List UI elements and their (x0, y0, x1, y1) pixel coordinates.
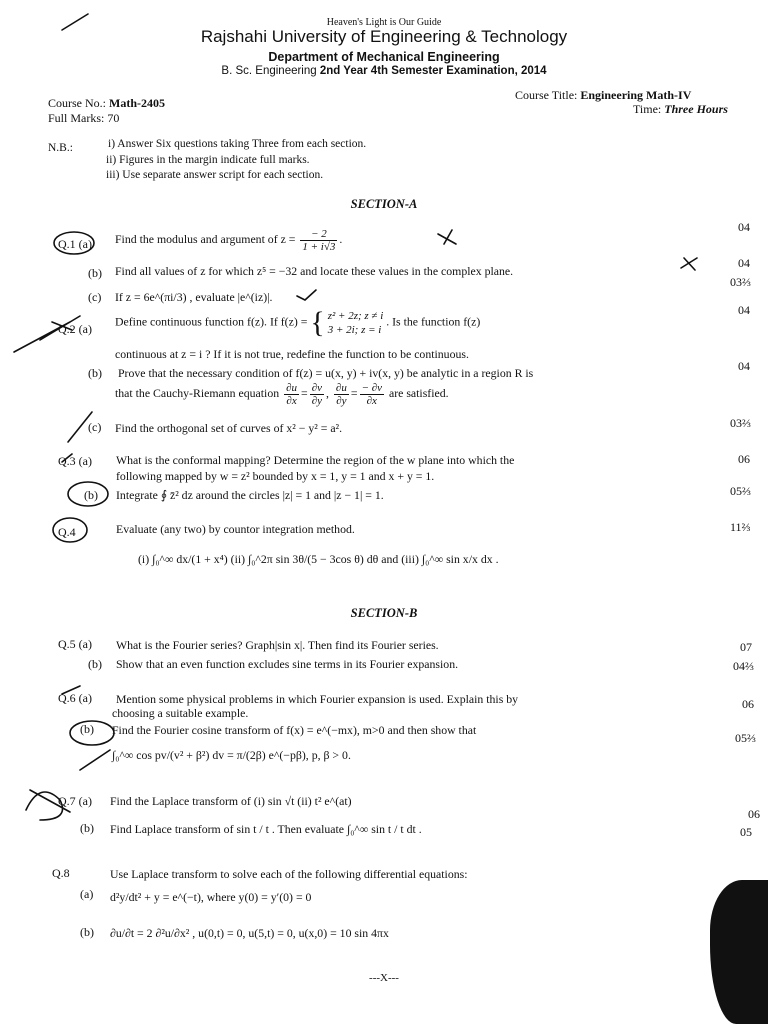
q8a-text: d²y/dt² + y = e^(−t), where y(0) = y′(0) = 0 (110, 890, 312, 904)
q2b-line1: Prove that the necessary condition of f(z) = u(x, y) + iv(x, y) be analytic in a region R is (118, 366, 534, 380)
footer-end-mark: ---X--- (369, 972, 399, 984)
q1b-cross (681, 258, 697, 270)
q1c-marks: 03⅔ (730, 275, 751, 289)
q8b-text: ∂u/∂t = 2 ∂²u/∂x² , u(0,t) = 0, u(5,t) = 0, u(x,0) = 10 sin 4πx (110, 926, 389, 940)
nb-instruction-2: ii) Figures in the margin indicate full marks. (106, 154, 310, 166)
q4-marks: 11⅔ (730, 520, 751, 534)
q3b-number: (b) (84, 488, 98, 502)
q2b-number: (b) (88, 366, 102, 380)
q1b-text: Find all values of z for which z⁵ = −32 and locate these values in the complex plane. (115, 264, 514, 278)
pen-stroke-top (62, 14, 88, 30)
q6b-scribble (80, 750, 110, 770)
q7b-marks: 05 (740, 825, 752, 839)
q1a-fraction: $\frac{- 2}{1 + i√3}$ (302, 228, 336, 253)
q5b-number: (b) (88, 657, 102, 671)
q8-number: Q.8 (52, 866, 70, 880)
q3b-circle (68, 482, 108, 506)
q7b-text: Find Laplace transform of sin t / t . Then evaluate ∫₀^∞ sin t / t dt . (110, 822, 422, 836)
q8a-label: (a) (80, 887, 94, 901)
q3-mark (62, 454, 72, 462)
q2c-text: Find the orthogonal set of curves of x² − y² = a². (115, 421, 343, 435)
nb-instruction-3: iii) Use separate answer script for each section. (106, 169, 324, 181)
q6a-line2: choosing a suitable example. (112, 706, 249, 720)
q6a-marks: 06 (742, 697, 754, 711)
q4-number: Q.4 (58, 525, 76, 539)
q6b-circle (70, 721, 114, 745)
q2b-eq1: $\frac{\partial u}{\partial x}$ (286, 382, 298, 407)
q3a-line2: following mapped by w = z² bounded by x = 1, y = 1 and x + y = 1. (116, 469, 435, 483)
q3a-line1: What is the conformal mapping? Determine the region of the w plane into which the (116, 453, 515, 467)
q6b-marks: 05⅔ (735, 731, 756, 745)
q2b-text3: are satisfied. (388, 386, 449, 401)
section-b-heading: SECTION-B (350, 606, 418, 620)
section-a-heading: SECTION-A (350, 197, 418, 211)
exam-prefix: B. Sc. Engineering (221, 65, 317, 77)
q1-circle (54, 232, 94, 254)
q8b-label: (b) (80, 925, 94, 939)
nb-instruction-1: i) Answer Six questions taking Three from each section. (108, 138, 367, 150)
q2a-text2: . Is the function f(z) (386, 314, 481, 329)
course-title-value: Engineering Math-IV (580, 88, 692, 102)
q1a-text: Find the modulus and argument of z = $\frac{- 2}{1 + i√3}$ . (115, 228, 343, 253)
q1b-marks: 04 (738, 256, 750, 270)
q1c-number: (c) (88, 290, 102, 304)
q5a-text: What is the Fourier series? Graph|sin x|. Then find its Fourier series. (116, 638, 439, 652)
dark-ink-blot (710, 880, 768, 1024)
q2-scribble (14, 316, 80, 352)
q4-text: Evaluate (any two) by countor integration method. (116, 522, 355, 536)
q2a-case2: 3 + 2i; z = i (327, 324, 382, 336)
q2c-number: (c) (88, 420, 102, 434)
q6a-number: Q.6 (a) (58, 691, 92, 705)
q2a-number: Q.2 (a) (58, 322, 92, 336)
q2a-case1: z² + 2z; z ≠ i (327, 310, 384, 322)
q4-integrals: (i) ∫₀^∞ dx/(1 + x⁴) (ii) ∫₀^2π sin 3θ/(5 − 3cos θ) dθ and (iii) ∫₀^∞ sin x/x dx . (138, 552, 499, 566)
q2a-brace: { (310, 306, 325, 339)
full-marks-value: 70 (107, 111, 120, 125)
full-marks-label: Full Marks: (48, 111, 105, 125)
q7a-number: Q.7 (a) (58, 794, 92, 808)
q2b-marks: 04 (738, 359, 750, 373)
q2a-line2: continuous at z = i ? If it is not true, redefine the function to be continuous. (115, 347, 469, 361)
q6a-line1: Mention some physical problems in which Fourier expansion is used. Explain this by (116, 692, 519, 706)
q7a-text: Find the Laplace transform of (i) sin √t (ii) t² e^(at) (110, 794, 352, 808)
q5b-text: Show that an even function excludes sine terms in its Fourier expansion. (116, 657, 459, 671)
q6b-number: (b) (80, 722, 94, 736)
q3a-number: Q.3 (a) (58, 454, 92, 468)
university-name: Rajshahi University of Engineering & Technology (200, 27, 568, 46)
q2a-text1: Define continuous function f(z). If f(z) = (115, 314, 308, 329)
q2c-stroke (68, 412, 92, 442)
exam-bold: 2nd Year 4th Semester Examination, 2014 (319, 65, 547, 77)
q4-circle (53, 518, 87, 542)
q1a-marks: 04 (738, 220, 750, 234)
q3b-marks: 05⅔ (730, 484, 751, 498)
q1a-cross (438, 230, 456, 244)
q3b-text: Integrate ∮ z̄² dz around the circles |z| = 1 and |z − 1| = 1. (116, 488, 384, 502)
time-label: Time: (633, 102, 662, 116)
course-no-value: Math-2405 (109, 96, 165, 110)
q2b-line2: that the Cauchy-Riemann equation $\frac{\partial u}{\partial x}$ = $\frac{\partial v}{\partial y}$ , $\frac{\partial u}{\partial y}$ = $\frac{- \partial v}{\partial x}$ are satisfied. (115, 382, 449, 407)
q5b-marks: 04⅔ (733, 659, 754, 673)
q5a-number: Q.5 (a) (58, 637, 92, 651)
time-value: Three Hours (664, 102, 728, 116)
q8-text: Use Laplace transform to solve each of the following differential equations: (110, 867, 468, 881)
q6b-line2: ∫₀^∞ cos pv/(v² + β²) dv = π/(2β) e^(−pβ), p, β > 0. (112, 748, 351, 762)
q1c-tick (297, 290, 316, 300)
q1a-number: Q.1 (a) (58, 237, 92, 251)
q6-mark (62, 686, 80, 694)
q2a-marks: 04 (738, 303, 750, 317)
q1b-number: (b) (88, 266, 102, 280)
q2c-marks: 03⅔ (730, 416, 751, 430)
q7-scribble (26, 790, 70, 820)
q5a-marks: 07 (740, 640, 752, 654)
motto: Heaven's Light is Our Guide (326, 17, 442, 28)
course-no-label: Course No.: (48, 96, 106, 110)
q7a-marks: 06 (748, 807, 760, 821)
q3a-marks: 06 (738, 452, 750, 466)
q1a-prompt: Find the modulus and argument of z = (115, 232, 296, 247)
q1c-text: If z = 6e^(πi/3) , evaluate |e^(iz)|. (115, 290, 273, 304)
nb-label: N.B.: (48, 142, 73, 154)
q6b-line1: Find the Fourier cosine transform of f(x) = e^(−mx), m>0 and then show that (112, 723, 477, 737)
department-name: Department of Mechanical Engineering (268, 50, 500, 64)
q2b-eq2: $\frac{\partial u}{\partial y}$ (335, 382, 347, 407)
course-title-label: Course Title: (515, 88, 578, 102)
q7b-number: (b) (80, 821, 94, 835)
q2b-text2: that the Cauchy-Riemann equation (115, 386, 280, 401)
